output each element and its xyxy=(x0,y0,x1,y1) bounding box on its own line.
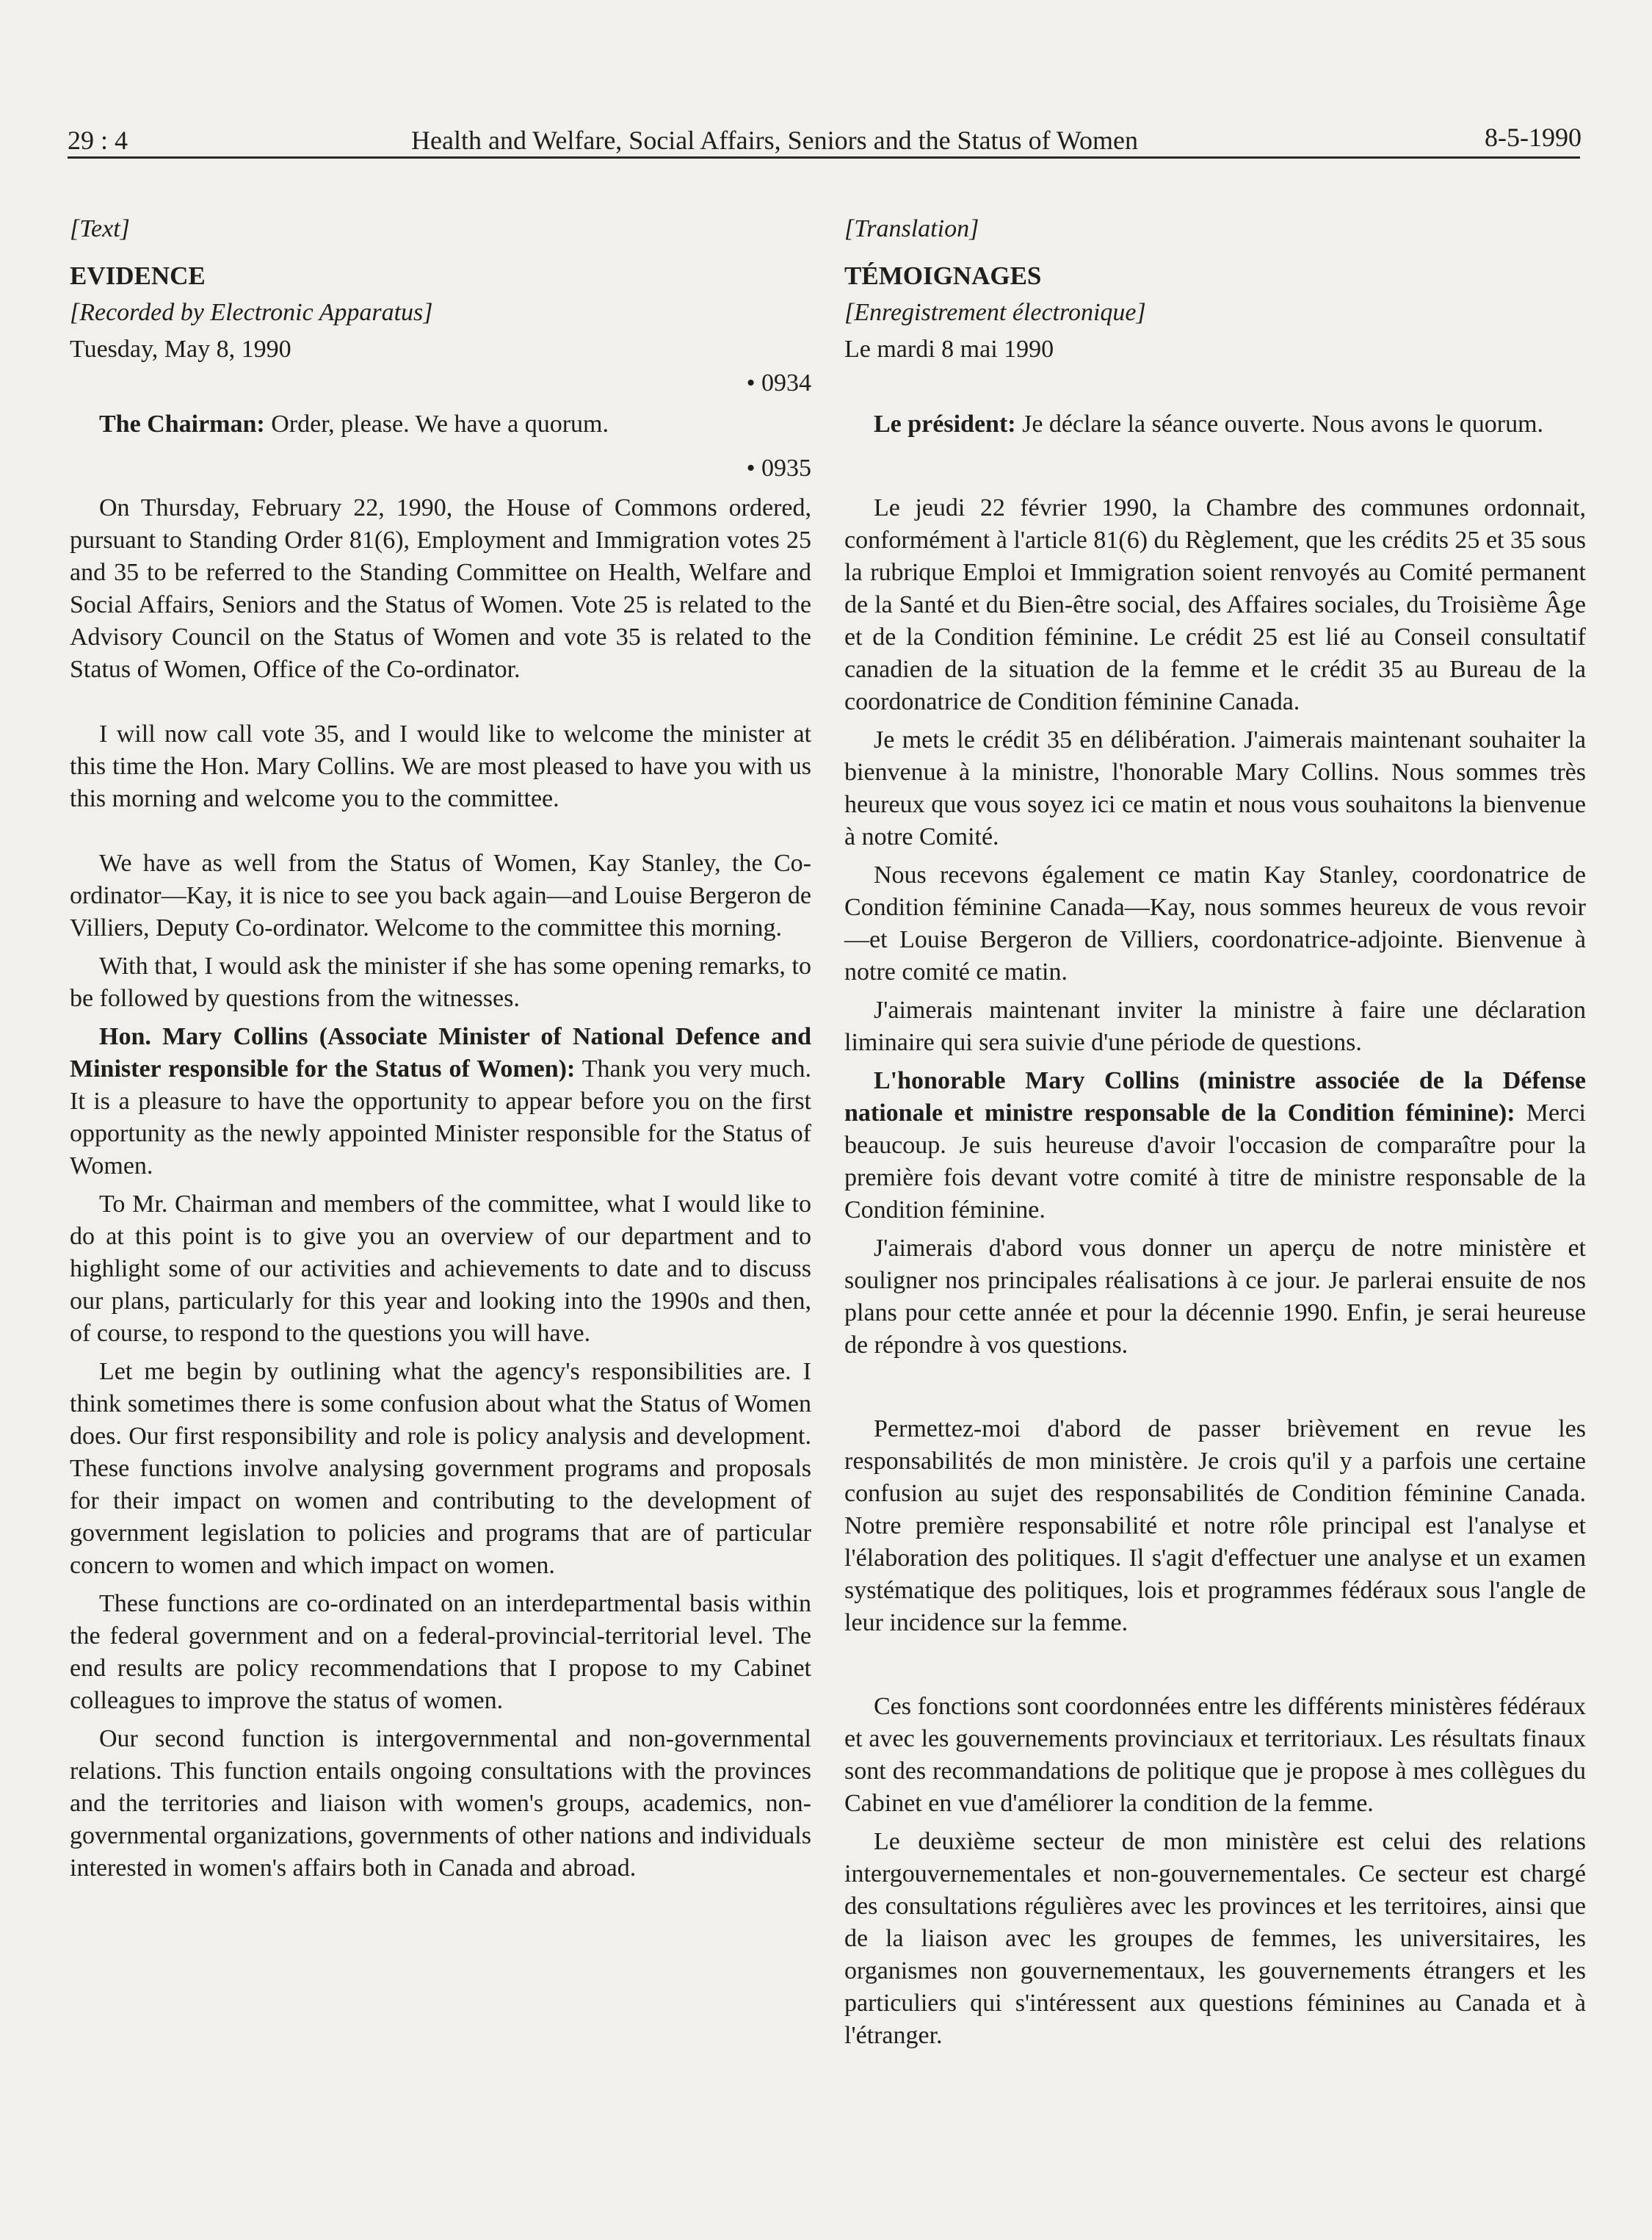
section-heading: EVIDENCE xyxy=(70,261,206,290)
text-tag: [Translation] xyxy=(844,215,979,242)
speech-text: Merci beaucoup. Je suis heureuse d'avoir l'occasion de comparaître pour la première fois devant votre comité à titre de ministre responsable de la Condition féminine. xyxy=(844,1099,1586,1224)
paragraph: To Mr. Chairman and members of the committee, what I would like to do at this point is to give you an overview of our department and to highlight some of our activities and achievements to date and to discuss our plans, particularly for this year and looking into the 1990s and then, of course, to respond to the questions you will have. xyxy=(70,1191,811,1347)
paragraph: J'aimerais maintenant inviter la ministre à faire une déclaration liminaire qui sera suivie d'une période de questions. xyxy=(844,997,1586,1056)
french-column xyxy=(844,213,1586,2052)
paragraph: Permettez-moi d'abord de passer brièvement en revue les responsabilités de mon ministère. Je crois qu'il y a parfois une certaine confusion au sujet des responsabilités de Condition féminine Canada. Notre première responsabilité et notre rôle principal est l'analyse et l'élaboration des politiques. Il s'agit d'effectuer une analyse et un examen systématique des politiques, lois et programmes fédéraux sous l'angle de leur incidence sur la femme. xyxy=(844,1415,1586,1636)
paragraph: Our second function is intergovernmental and non-governmental relations. This function entails ongoing consultations with the provinces and the territories and liaison with women's groups, academics, non-governmental organizations, governments of other nations and individuals interested in women's affairs both in Canada and abroad. xyxy=(70,1725,811,1882)
minister-statement xyxy=(70,1021,811,1182)
running-title: Health and Welfare, Social Affairs, Seniors and the Status of Women xyxy=(411,126,1138,155)
paragraph: Le deuxième secteur de mon ministère est celui des relations intergouvernementales et non-gouvernementales. Ce secteur est chargé des consultations régulières avec les provinces et les territoires, ainsi que de la liaison avec les groupes de femmes, les universitaires, les organismes non gouvernementaux, les gouvernements étrangers et les particuliers qui s'intéressent aux questions féminines au Canada et à l'étranger. xyxy=(844,1828,1586,2049)
speech-text: Thank you very much. It is a pleasure to have the opportunity to appear before you on the first opportunity as the newly appointed Minister responsible for the Status of Women. xyxy=(70,1055,811,1179)
speaker-name: The Chairman: xyxy=(99,411,265,438)
timestamp: • 0934 xyxy=(746,369,811,397)
text-tag: [Text] xyxy=(70,215,130,242)
paragraph: J'aimerais d'abord vous donner un aperçu de notre ministère et souligner nos principales réalisations à ce jour. Je parlerai ensuite de nos plans pour cette année et pour la décennie 1990. Enfin, je serai heureuse de répondre à vos questions. xyxy=(844,1235,1586,1359)
section-heading: TÉMOIGNAGES xyxy=(844,261,1042,290)
paragraph: On Thursday, February 22, 1990, the House of Commons ordered, pursuant to Standing Order 81(6), Employment and Immigration votes 25 and 35 to be referred to the Standing Committee on Health, Welfare and Social Affairs, Seniors and the Status of Women. Vote 25 is related to the Advisory Council on the Status of Women and vote 35 is related to the Status of Women, Office of the Co-ordinator. xyxy=(70,494,811,683)
header-rule xyxy=(68,156,1580,159)
recording-note: [Recorded by Electronic Apparatus] xyxy=(70,299,433,326)
paragraph: Nous recevons également ce matin Kay Stanley, coordonatrice de Condition féminine Canada—Kay, nous sommes heureux de vous revoir—et Louise Bergeron de Villiers, coordonatrice-adjointe. Bienvenue à notre comité ce matin. xyxy=(844,861,1586,986)
chair-remark xyxy=(844,408,1586,441)
speaker-name: Le président: xyxy=(874,411,1016,438)
page-number: 29 : 4 xyxy=(68,126,128,155)
paragraph: Ces fonctions sont coordonnées entre les différents ministères fédéraux et avec les gouvernements provinciaux et territoriaux. Les résultats finaux sont des recommandations de politique que je propose à mes collègues du Cabinet en vue d'améliorer la condition de la femme. xyxy=(844,1693,1586,1817)
paragraph: Let me begin by outlining what the agency's responsibilities are. I think sometimes there is some confusion about what the Status of Women does. Our first responsibility and role is policy analysis and development. These functions involve analysing government programs and proposals for their impact on women and contributing to the development of government legislation to policies and programs that are of particular concern to women and which impact on women. xyxy=(70,1358,811,1579)
sitting-date: Tuesday, May 8, 1990 xyxy=(70,336,291,363)
timestamp: • 0935 xyxy=(746,455,811,482)
speaker-name: L'honorable Mary Collins (ministre associée de la Défense nationale et ministre responsable de la Condition féminine): xyxy=(844,1067,1586,1127)
paragraph: I will now call vote 35, and I would like to welcome the minister at this time the Hon. Mary Collins. We are most pleased to have you with us this morning and welcome you to the committee. xyxy=(70,720,811,812)
paragraph: These functions are co-ordinated on an interdepartmental basis within the federal government and on a federal-provincial-territorial level. The end results are policy recommendations that I propose to my Cabinet colleagues to improve the status of women. xyxy=(70,1590,811,1714)
english-column xyxy=(70,213,811,1885)
paragraph: Je mets le crédit 35 en délibération. J'aimerais maintenant souhaiter la bienvenue à la ministre, l'honorable Mary Collins. Nous sommes très heureux que vous soyez ici ce matin et nous vous souhaitons la bienvenue à notre Comité. xyxy=(844,726,1586,850)
paragraph: Le jeudi 22 février 1990, la Chambre des communes ordonnait, conformément à l'article 81(6) du Règlement, que les crédits 25 et 35 sous la rubrique Emploi et Immigration soient renvoyés au Comité permanent de la Santé et du Bien-être social, des Affaires sociales, du Troisième Âge et de la Condition féminine. Le crédit 25 est lié au Conseil consultatif canadien de la situation de la femme et le crédit 35 au Bureau de la coordonatrice de Condition féminine Canada. xyxy=(844,494,1586,715)
minister-statement xyxy=(844,1065,1586,1226)
speech-text: Je déclare la séance ouverte. Nous avons le quorum. xyxy=(1015,411,1544,438)
speaker-name: Hon. Mary Collins (Associate Minister of National Defence and Minister responsible for the Status of Women): xyxy=(70,1023,811,1083)
paragraph: With that, I would ask the minister if she has some opening remarks, to be followed by questions from the witnesses. xyxy=(70,953,811,1012)
sitting-date: Le mardi 8 mai 1990 xyxy=(844,336,1054,363)
paragraph: We have as well from the Status of Women, Kay Stanley, the Co-ordinator—Kay, it is nice to see you back again—and Louise Bergeron de Villiers, Deputy Co-ordinator. Welcome to the committee this morning. xyxy=(70,850,811,942)
header-date: 8-5-1990 xyxy=(1485,123,1582,152)
speech-text: Order, please. We have a quorum. xyxy=(264,411,609,438)
chair-remark xyxy=(70,408,811,441)
recording-note: [Enregistrement électronique] xyxy=(844,299,1146,326)
